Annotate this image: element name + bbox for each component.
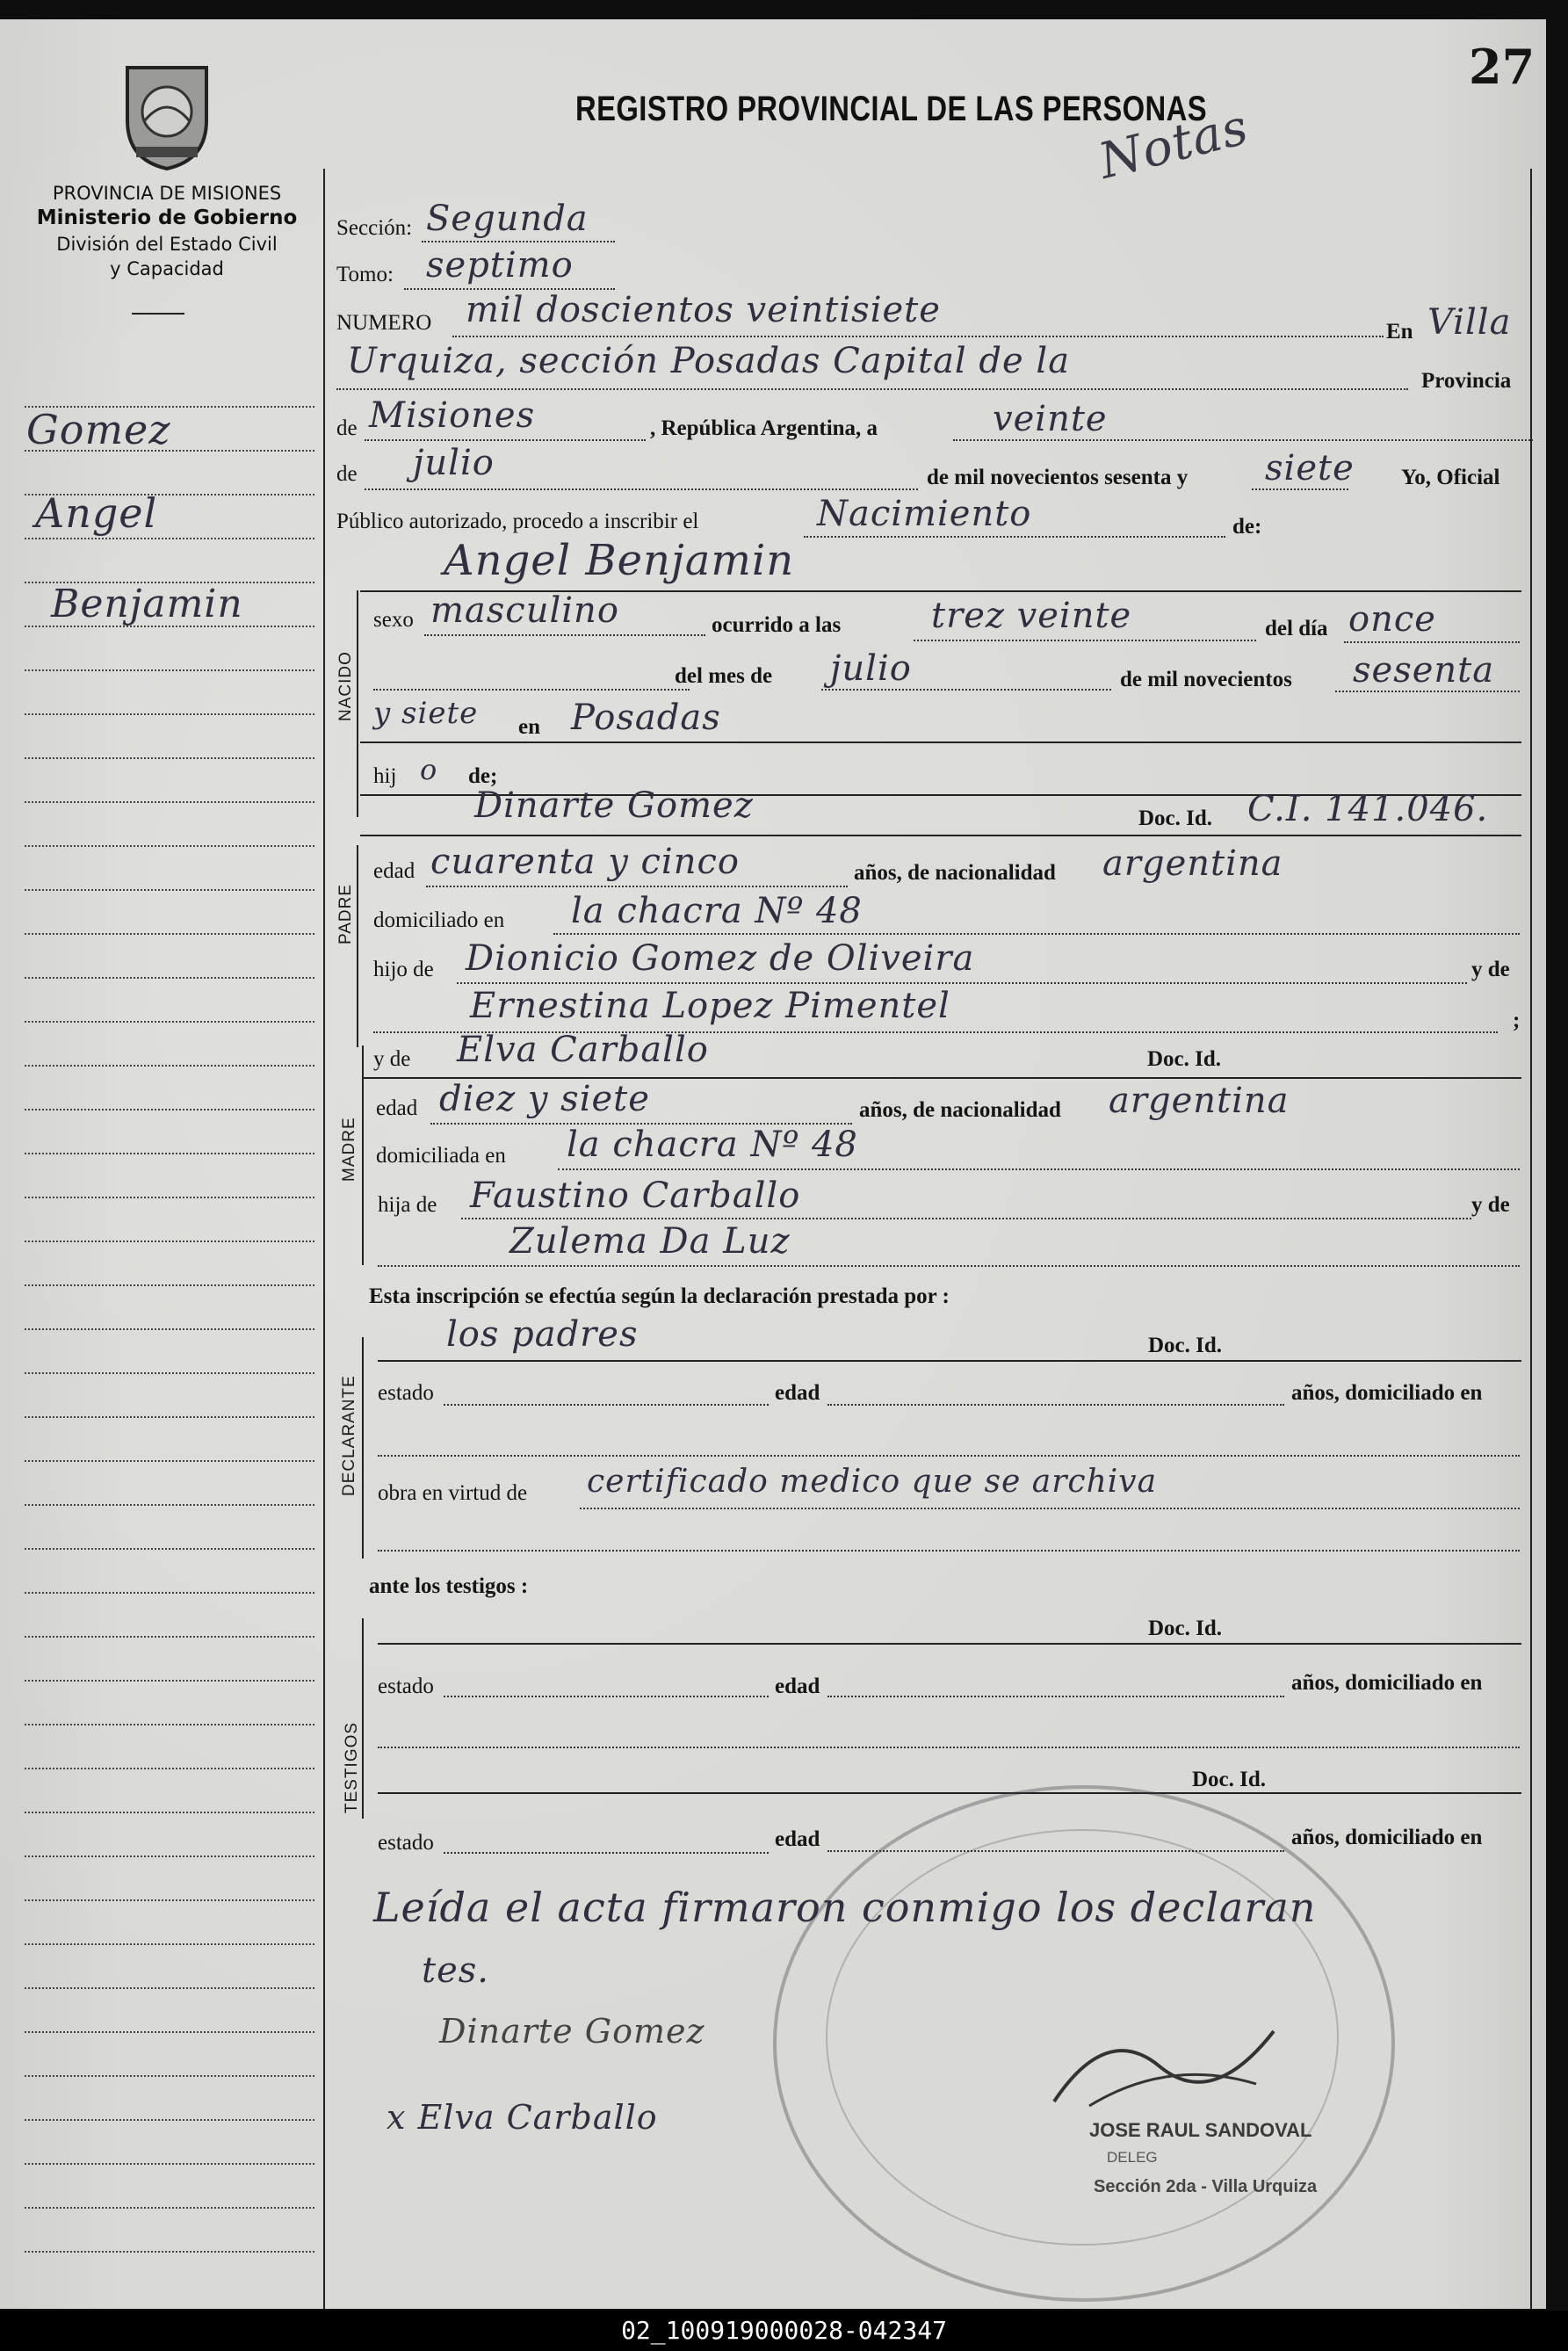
en2-label: en: [518, 715, 540, 739]
obra-value: certificado medico que se archiva: [587, 1464, 1158, 1500]
testigo2-edad-label: edad: [775, 1827, 820, 1851]
firma-madre: x Elva Carballo: [387, 2098, 658, 2137]
lugar-line: [336, 388, 1408, 390]
padre-anos-label: años, de nacionalidad: [854, 861, 1056, 885]
padre-dom-line: [553, 933, 1520, 935]
cierre-line2: tes.: [422, 1950, 489, 1991]
madre-dom-value: la chacra Nº 48: [567, 1125, 858, 1165]
en-label: En: [1386, 320, 1413, 344]
testigo2-rule: [378, 1792, 1521, 1794]
mes-nac-value: julio: [830, 648, 912, 689]
obra-line: [580, 1508, 1520, 1509]
main-left-border: [323, 169, 325, 2309]
madre-dom-line: [558, 1168, 1520, 1170]
margin-name2: Benjamin: [51, 582, 243, 626]
obra-label: obra en virtud de: [378, 1481, 528, 1505]
lugar-nac-rule: [360, 741, 1521, 743]
madre-madre-value: Zulema Da Luz: [509, 1221, 791, 1262]
madre-anos-label: años, de nacionalidad: [859, 1098, 1061, 1122]
padre-edad-value: cuarenta y cinco: [430, 842, 740, 882]
declarante-estado-label: estado: [378, 1381, 434, 1405]
ante-label: ante los testigos :: [369, 1574, 529, 1598]
seccion-line: [422, 241, 615, 242]
page-title: REGISTRO PROVINCIAL DE LAS PERSONAS: [575, 90, 1208, 128]
provincia-line: [365, 439, 646, 441]
madre-hija-de-line: [461, 1218, 1471, 1219]
anio-nac1-value: sesenta: [1353, 650, 1495, 691]
hij-suffix-value: o: [420, 753, 438, 786]
testigo1-edad-label: edad: [775, 1675, 820, 1698]
declarante-bracket: [362, 1337, 364, 1559]
nacido-label: NACIDO: [336, 651, 355, 721]
testigo1-dom-line: [378, 1747, 1520, 1748]
nacido-row2-line: [373, 689, 690, 691]
anio-nac2-value: y siete: [373, 696, 479, 731]
testigo1-anos-label: años, domiciliado en: [1291, 1671, 1483, 1695]
padre-label: PADRE: [336, 883, 355, 944]
madre-hija-de-label: hija de: [378, 1193, 437, 1217]
mes-value: julio: [413, 443, 495, 483]
sexo-label: sexo: [373, 608, 414, 632]
numero-value: mil doscientos veintisiete: [466, 290, 941, 330]
sexo-value: masculino: [430, 590, 619, 631]
padre-edad-line: [426, 886, 848, 887]
de-colon-label: de:: [1232, 515, 1262, 539]
declarante-estado-line: [444, 1404, 769, 1406]
acto-line: [804, 536, 1225, 538]
ocurrido-label: ocurrido a las: [712, 613, 842, 637]
testigo1-rule: [378, 1643, 1521, 1645]
mes-nac-line: [821, 689, 1111, 691]
de-mil2-label: de mil novecientos: [1120, 668, 1292, 691]
madre-domicilio-label: domiciliada en: [376, 1144, 506, 1168]
padre-edad-label: edad: [373, 859, 415, 883]
header-divider: [132, 313, 184, 315]
de-semicolon-label: de;: [468, 764, 498, 788]
numero-label: NUMERO: [336, 311, 432, 335]
publico-label: Público autorizado, procedo a inscribir el: [336, 510, 699, 533]
province-seal: [119, 59, 215, 173]
madre-edad-value: diez y siete: [439, 1079, 650, 1119]
de-label: de: [336, 416, 358, 440]
testigos-bracket: [362, 1618, 364, 1819]
padre-semicolon: ;: [1513, 1009, 1521, 1032]
nacido-bracket: [357, 590, 358, 817]
anio-nac1-line: [1335, 691, 1520, 692]
esta-inscripcion-label: Esta inscripción se efectúa según la declaración prestada por :: [369, 1284, 950, 1308]
testigos-label: TESTIGOS: [343, 1721, 361, 1813]
dia-nac-value: once: [1348, 599, 1436, 640]
testigo2-estado-line: [444, 1852, 769, 1854]
madre-edad-label: edad: [376, 1096, 418, 1120]
padre-bracket: [357, 845, 358, 1047]
mes-line: [365, 488, 918, 490]
de2-label: de: [336, 462, 358, 486]
lugar-value: Urquiza, sección Posadas Capital de la: [347, 341, 1071, 381]
provincia-label: Provincia: [1421, 369, 1512, 393]
padre-hijo-de-value: Dionicio Gomez de Oliveira: [466, 938, 975, 979]
padre-nombre-value: Dinarte Gomez: [474, 785, 754, 826]
margin-surname: Gomez: [26, 406, 171, 453]
province-name: PROVINCIA DE MISIONES: [52, 183, 282, 204]
document-page: [0, 19, 1546, 2309]
sello-seccion: Sección 2da - Villa Urquiza: [1094, 2177, 1318, 2196]
margin-stamp-note: Notas: [1093, 98, 1254, 191]
padre-dom-value: la chacra Nº 48: [571, 891, 863, 931]
testigo1-doc-label: Doc. Id.: [1148, 1617, 1223, 1640]
madre-nombre-value: Elva Carballo: [457, 1030, 709, 1070]
testigo2-doc-label: Doc. Id.: [1192, 1768, 1267, 1791]
madre-doc-label: Doc. Id.: [1147, 1047, 1222, 1071]
padre-nac-value: argentina: [1102, 843, 1283, 884]
del-dia-label: del día: [1265, 617, 1328, 640]
testigo2-estado-label: estado: [378, 1831, 434, 1855]
declarante-anos-label: años, domiciliado en: [1291, 1381, 1483, 1405]
declarante-rule: [378, 1360, 1521, 1362]
capacidad-name: y Capacidad: [110, 258, 224, 279]
hij-label: hij: [373, 764, 397, 788]
seccion-value: Segunda: [426, 199, 589, 239]
testigo1-estado-line: [444, 1696, 769, 1697]
testigo1-estado-label: estado: [378, 1675, 434, 1698]
seccion-label: Sección:: [336, 216, 413, 240]
madre-label: MADRE: [340, 1117, 358, 1182]
yo-oficial-label: Yo, Oficial: [1401, 466, 1500, 489]
official-signature: [1037, 2005, 1300, 2119]
declarante-doc-label: Doc. Id.: [1148, 1334, 1223, 1357]
madre-y-de2-label: y de: [1471, 1193, 1510, 1217]
page-number: 27: [1469, 39, 1535, 95]
sexo-line: [424, 634, 705, 636]
de-mil-label: de mil novecientos sesenta y: [927, 466, 1189, 489]
nombre-value: Angel Benjamin: [444, 536, 795, 585]
sello-nombre: JOSE RAUL SANDOVAL: [1089, 2119, 1312, 2141]
anio-line: [1252, 488, 1348, 490]
padre-madre-value: Ernestina Lopez Pimentel: [470, 986, 950, 1026]
division-name: División del Estado Civil: [56, 234, 278, 255]
declarante-value: los padres: [446, 1314, 639, 1355]
madre-y-de-label: y de: [373, 1047, 411, 1071]
image-id-footer: 02_100919000028-042347: [0, 2311, 1568, 2351]
hora-value: trez veinte: [931, 596, 1132, 636]
madre-nac-value: argentina: [1109, 1081, 1290, 1121]
sello-cargo: DELEG: [1107, 2149, 1158, 2166]
testigo1-edad-line: [827, 1696, 1284, 1697]
declarante-label: DECLARANTE: [340, 1375, 358, 1496]
del-mes-label: del mes de: [675, 664, 773, 688]
padre-y-de-label: y de: [1471, 958, 1510, 981]
numero-line: [452, 336, 1384, 337]
acto-value: Nacimiento: [817, 494, 1032, 534]
ministry-name: Ministerio de Gobierno: [36, 206, 298, 229]
main-right-border: [1530, 169, 1532, 2309]
padre-hijo-de-label: hijo de: [373, 958, 434, 981]
lugar-nac-value: Posadas: [571, 698, 721, 738]
cierre-line1: Leída el acta firmaron conmigo los declaran: [373, 1884, 1317, 1931]
padre-domicilio-label: domiciliado en: [373, 908, 505, 932]
republica-label: , República Argentina, a: [650, 416, 878, 440]
obra-line2: [378, 1550, 1520, 1552]
dia-line: [953, 439, 1533, 441]
madre-madre-line: [378, 1265, 1520, 1267]
margin-name1: Angel: [35, 489, 158, 537]
padre-doc-label: Doc. Id.: [1138, 807, 1213, 830]
padre-name-rule: [360, 835, 1521, 836]
declarante-dom-line: [378, 1455, 1520, 1457]
madre-hija-de-value: Faustino Carballo: [470, 1176, 801, 1216]
en-value: Villa: [1427, 302, 1512, 343]
dia-nac-line: [1344, 641, 1520, 643]
firma-padre: Dinarte Gomez: [439, 2012, 705, 2051]
padre-doc-value: C.I. 141.046.: [1247, 789, 1489, 829]
declarante-edad-line: [827, 1404, 1284, 1406]
tomo-value: septimo: [426, 245, 574, 286]
testigo2-anos-label: años, domiciliado en: [1291, 1826, 1483, 1849]
padre-hijo-de-line: [457, 982, 1467, 984]
tomo-label: Tomo:: [336, 263, 394, 286]
provincia-value: Misiones: [369, 395, 536, 436]
anio-value: siete: [1265, 448, 1355, 488]
hora-line: [914, 640, 1256, 641]
declarante-edad-label: edad: [775, 1381, 820, 1405]
dia-value: veinte: [993, 399, 1108, 439]
